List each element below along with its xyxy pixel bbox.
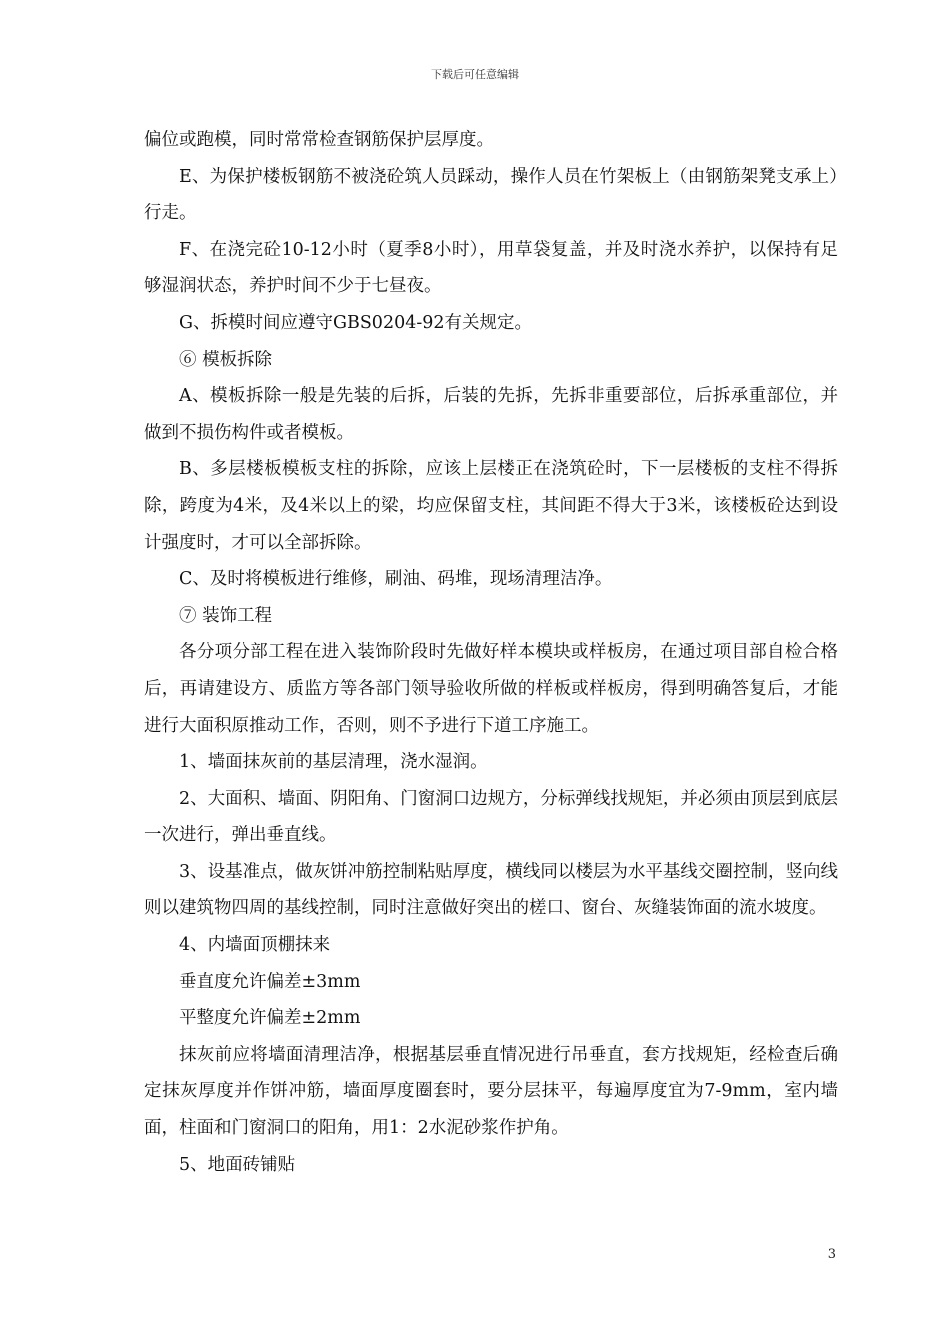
paragraph-18: 5、地面砖铺贴	[179, 1154, 296, 1175]
paragraph-7: B、多层楼板模板支柱的拆除，应该上层楼正在浇筑砼时，下一层楼板的支柱不得拆除，跨度为4米，及4米以上的梁，均应保留支柱，其间距不得大于3米，该楼板砼达到设计强度时，才可以全部拆除。	[144, 459, 838, 553]
page-number: 3	[827, 1247, 836, 1262]
page-header: 下载后可任意编辑	[431, 68, 519, 81]
paragraph-17: 抹灰前应将墙面清理洁净，根据基层垂直情况进行吊垂直，套方找规矩，经检查后确定抹灰厚度并作饼冲筋，墙面厚度圈套时，要分层抹平，每遍厚度宜为7-9mm，室内墙面，柱面和门窗洞口的阳角，用1：2水泥砂浆作护角。	[144, 1044, 838, 1139]
paragraph-13: 3、设基准点，做灰饼冲筋控制粘贴厚度，横线同以楼层为水平基线交圈控制，竖向线则以建筑物四周的基线控制，同时注意做好突出的槎口、窗台、灰缝装饰面的流水坡度。	[144, 861, 838, 919]
paragraph-14: 4、内墙面顶棚抹来	[179, 935, 331, 956]
paragraph-6: A、模板拆除一般是先装的后拆，后装的先拆，先拆非重要部位，后拆承重部位，并做到不损伤构件或者模板。	[144, 386, 838, 443]
paragraph-15: 垂直度允许偏差±3mm	[179, 971, 361, 992]
paragraph-11: 1、墙面抹灰前的基层清理，浇水湿润。	[179, 752, 488, 773]
section-heading-formwork-removal: ⑥ 模板拆除	[179, 349, 273, 370]
paragraph-12: 2、大面积、墙面、阴阳角、门窗洞口边规方，分标弹线找规矩，并必须由顶层到底层一次进行，弹出垂直线。	[144, 788, 838, 846]
document-body	[144, 122, 838, 1183]
paragraph-1: 偏位或跑模，同时常常检查钢筋保护层厚度。	[144, 130, 494, 150]
paragraph-4: G、拆模时间应遵守GBS0204-92有关规定。	[179, 312, 533, 333]
paragraph-10: 各分项分部工程在进入装饰阶段时先做好样本模块或样板房，在通过项目部自检合格后，再请建设方、质监方等各部门领导验收所做的样板或样板房，得到明确答复后，才能进行大面积原推动工作，否则，则不予进行下道工序施工。	[144, 642, 838, 736]
paragraph-8: C、及时将模板进行维修，刷油、码堆，现场清理洁净。	[179, 569, 613, 590]
section-heading-decoration: ⑦ 装饰工程	[179, 605, 273, 626]
paragraph-2: E、为保护楼板钢筋不被浇砼筑人员踩动，操作人员在竹架板上（由钢筋架凳支承上）行走。	[144, 166, 838, 224]
paragraph-3: F、在浇完砼10-12小时（夏季8小时），用草袋复盖，并及时浇水养护，以保持有足够湿润状态，养护时间不少于七昼夜。	[144, 239, 838, 297]
paragraph-16: 平整度允许偏差±2mm	[179, 1008, 361, 1029]
